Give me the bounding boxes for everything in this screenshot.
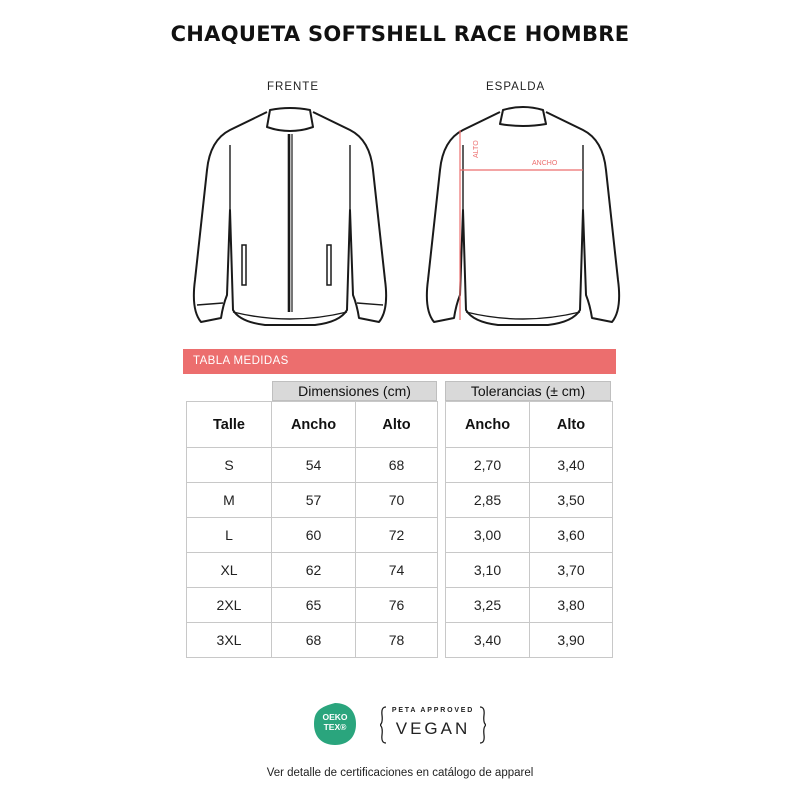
cell-tol-width: 3,10 — [446, 553, 530, 588]
cell-tol-width: 3,00 — [446, 518, 530, 553]
section-bar — [183, 349, 616, 374]
table-row — [187, 588, 438, 623]
page-title: CHAQUETA SOFTSHELL RACE HOMBRE — [170, 22, 630, 46]
table-row — [187, 518, 438, 553]
jacket-back-illustration — [418, 100, 628, 330]
column-header-width: Ancho — [272, 402, 356, 448]
cell-tol-height: 3,60 — [530, 518, 613, 553]
table-row — [187, 448, 438, 483]
table-row — [187, 483, 438, 518]
section-bar-label: TABLA MEDIDAS — [193, 355, 289, 367]
table-row — [446, 553, 613, 588]
cell-width: 65 — [272, 588, 356, 623]
table-row — [446, 623, 613, 658]
column-header-tol-height: Alto — [530, 402, 613, 448]
tolerances-table — [445, 401, 613, 658]
cell-height: 78 — [356, 623, 438, 658]
vegan-approved-text: PETA APPROVED — [391, 707, 475, 714]
cell-tol-width: 2,70 — [446, 448, 530, 483]
jacket-front-illustration — [175, 100, 385, 330]
cell-tol-height: 3,50 — [530, 483, 613, 518]
table-header-row — [446, 402, 613, 448]
cell-width: 68 — [272, 623, 356, 658]
cell-tol-width: 3,25 — [446, 588, 530, 623]
cell-tol-height: 3,90 — [530, 623, 613, 658]
table-row — [446, 588, 613, 623]
table-row — [446, 483, 613, 518]
cell-width: 62 — [272, 553, 356, 588]
front-view-label: FRENTE — [267, 81, 319, 93]
cell-size: 2XL — [187, 588, 272, 623]
cell-tol-height: 3,70 — [530, 553, 613, 588]
cell-size: L — [187, 518, 272, 553]
cell-tol-height: 3,40 — [530, 448, 613, 483]
cell-size: XL — [187, 553, 272, 588]
vegan-main-text: VEGAN — [395, 719, 471, 738]
cell-size: S — [187, 448, 272, 483]
table-row — [446, 518, 613, 553]
oeko-line-1: OEKO — [322, 712, 348, 722]
oeko-line-2: TEX® — [323, 722, 347, 732]
dimensions-group-header: Dimensiones (cm) — [272, 381, 437, 401]
footer-note: Ver detalle de certificaciones en catálogo de apparel — [266, 767, 534, 779]
cell-tol-height: 3,80 — [530, 588, 613, 623]
cell-size: 3XL — [187, 623, 272, 658]
peta-vegan-logo — [380, 703, 486, 747]
cell-width: 60 — [272, 518, 356, 553]
cell-tol-width: 2,85 — [446, 483, 530, 518]
dimensions-table — [186, 401, 438, 658]
column-header-size: Talle — [187, 402, 272, 448]
column-header-height: Alto — [356, 402, 438, 448]
cell-width: 57 — [272, 483, 356, 518]
cell-height: 74 — [356, 553, 438, 588]
column-header-tol-width: Ancho — [446, 402, 530, 448]
table-row — [187, 623, 438, 658]
width-annotation: ANCHO — [532, 160, 558, 167]
cell-height: 76 — [356, 588, 438, 623]
cell-height: 70 — [356, 483, 438, 518]
tolerances-group-header: Tolerancias (± cm) — [445, 381, 611, 401]
cell-size: M — [187, 483, 272, 518]
oeko-tex-logo — [312, 701, 358, 747]
height-annotation: ALTO — [473, 140, 480, 158]
cell-height: 72 — [356, 518, 438, 553]
table-header-row — [187, 402, 438, 448]
table-row — [187, 553, 438, 588]
cell-tol-width: 3,40 — [446, 623, 530, 658]
cell-height: 68 — [356, 448, 438, 483]
table-row — [446, 448, 613, 483]
cell-width: 54 — [272, 448, 356, 483]
back-view-label: ESPALDA — [486, 81, 546, 93]
